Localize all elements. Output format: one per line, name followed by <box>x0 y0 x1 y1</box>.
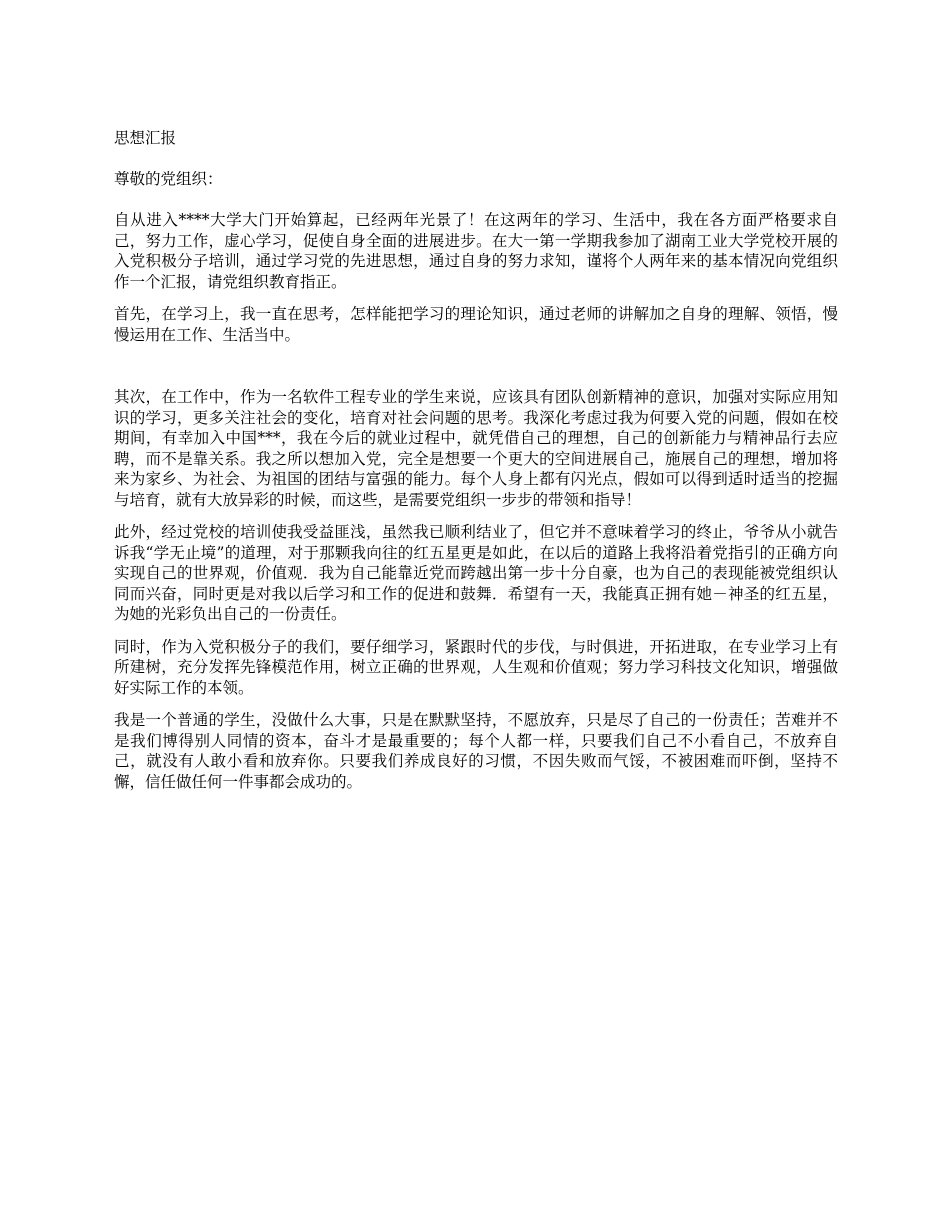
paragraph-work: 其次，在工作中，作为一名软件工程专业的学生来说，应该具有团队创新精神的意识，加强对实际应用知识的学习，更多关注社会的变化，培育对社会问题的思考。我深化考虑过我为何要入党的问题，假如在校期间，有幸加入中国***，我在今后的就业过程中，就凭借自己的理想，自己的创新能力与精神品行去应聘，而不是靠关系。我之所以想加入党，完全是想要一个更大的空间进展自己，施展自己的理想，增加将来为家乡、为社会、为祖国的团结与富强的能力。每个人身上都有闪光点，假如可以得到适时适当的挖掘与培育，就有大放异彩的时候，而这些，是需要党组织一步步的带领和指导！ <box>114 388 838 509</box>
paragraph-intro: 自从进入****大学大门开始算起，已经两年光景了！在这两年的学习、生活中，我在各方面严格要求自己，努力工作，虚心学习，促使自身全面的进展进步。在大一第一学期我参加了湖南工业大学党校开展的入党积极分子培训，通过学习党的先进思想，通过自身的努力求知，谨将个人两年来的基本情况向党组织作一个汇报，请党组织教育指正。 <box>114 211 838 291</box>
document-title: 思想汇报 <box>114 129 177 147</box>
salutation: 尊敬的党组织： <box>114 169 223 188</box>
paragraph-activists: 同时，作为入党积极分子的我们，要仔细学习，紧跟时代的步伐，与时俱进，开拓进取，在专业学习上有所建树，充分发挥先锋模范作用，树立正确的世界观，人生观和价值观；努力学习科技文化知识，增强做好实际工作的本领。 <box>114 637 838 697</box>
document-page <box>114 128 838 804</box>
paragraph-study: 首先，在学习上，我一直在思考，怎样能把学习的理论知识，通过老师的讲解加之自身的理解、领悟，慢慢运用在工作、生活当中。 <box>114 305 838 344</box>
paragraph-party-school: 此外，经过党校的培训使我受益匪浅，虽然我已顺利结业了，但它并不意味着学习的终止，爷爷从小就告诉我“学无止境”的道理，对于那颗我向往的红五星更是如此，在以后的道路上我将沿着党指引的正确方向实现自己的世界观，价值观．我为自己能靠近党而跨越出第一步十分自豪，也为自己的表现能被党组织认同而兴奋，同时更是对我以后学习和工作的促进和鼓舞．希望有一天，我能真正拥有她－神圣的红五星，为她的光彩负出自己的一份责任。 <box>114 523 838 623</box>
paragraph-conclusion: 我是一个普通的学生，没做什么大事，只是在默默坚持，不愿放弃，只是尽了自己的一份责任；苦难并不是我们博得别人同情的资本，奋斗才是最重要的；每个人都一样，只要我们自己不小看自己，不放弃自己，就没有人敢小看和放弃你。只要我们养成良好的习惯，不因失败而气馁，不被困难而吓倒，坚持不懈，信任做任何一件事都会成功的。 <box>114 711 838 791</box>
